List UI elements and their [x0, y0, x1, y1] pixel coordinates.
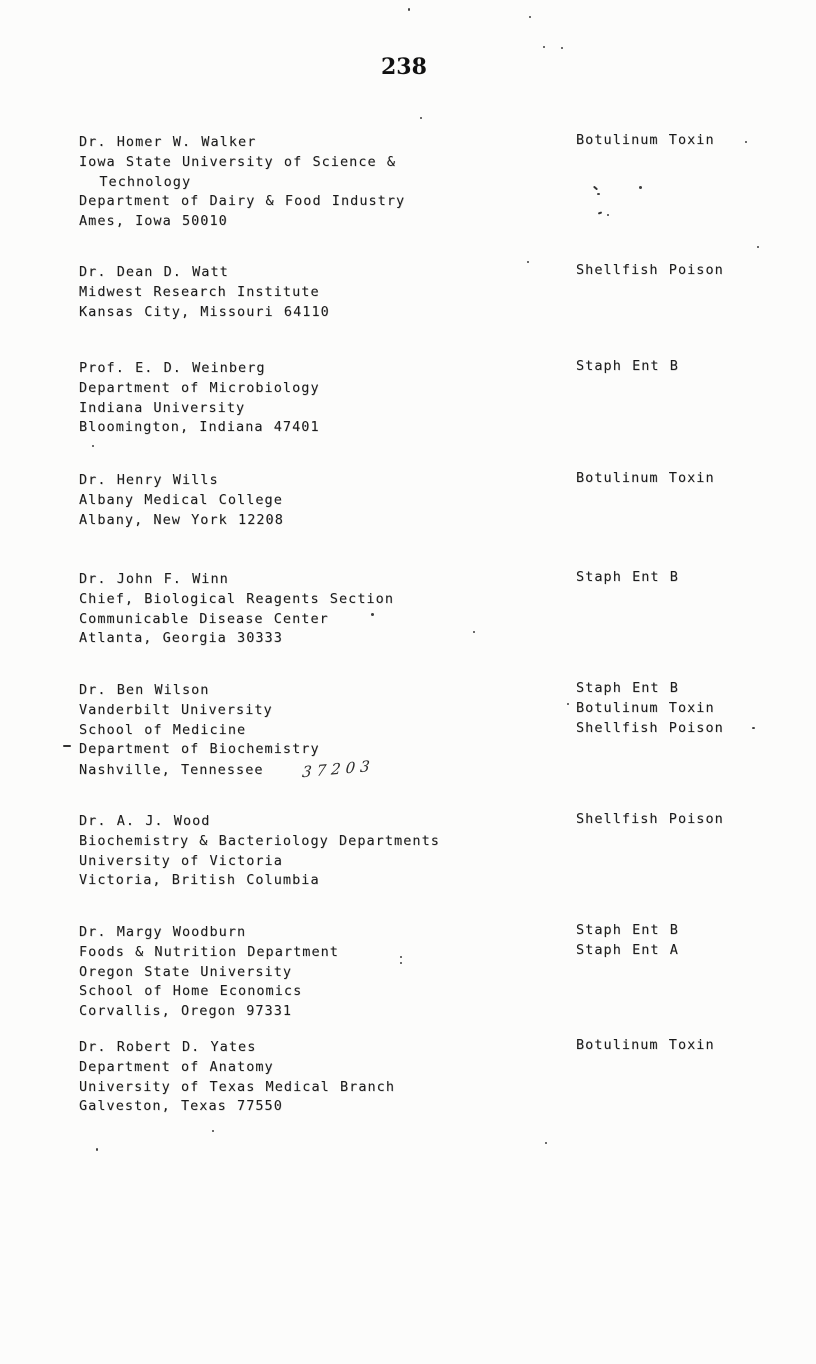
- entry-toxin-block: [576, 921, 679, 961]
- scan-speck: [757, 246, 759, 248]
- scan-speck: [543, 46, 545, 48]
- entry-name: Dr. Dean D. Watt: [79, 264, 229, 280]
- address-line: Chief, Biological Reagents Section: [79, 590, 395, 607]
- handwritten-zip: 37203: [300, 756, 376, 782]
- scan-speck: [408, 8, 410, 11]
- entry-address-block: [79, 812, 440, 891]
- toxin-label: Staph Ent B: [576, 358, 679, 374]
- address-line: Kansas City, Missouri 64110: [79, 303, 330, 320]
- address-line: Corvallis, Oregon 97331: [79, 1003, 293, 1020]
- entry-toxin-block: [576, 131, 715, 151]
- entry-name: Dr. Ben Wilson: [79, 682, 210, 698]
- address-line: Biochemistry & Bacteriology Departments: [79, 832, 440, 849]
- toxin-label: Staph Ent A: [576, 941, 679, 958]
- address-line: Iowa State University of Science &: [79, 153, 397, 170]
- toxin-label: Botulinum Toxin: [576, 699, 715, 716]
- address-line: Indiana University: [79, 399, 246, 416]
- entry-toxin-block: [576, 469, 715, 489]
- toxin-label: Shellfish Poison: [576, 811, 724, 827]
- entry-name: Dr. Henry Wills: [79, 472, 219, 488]
- toxin-label: Shellfish Poison: [576, 262, 724, 278]
- address-line: Midwest Research Institute: [79, 283, 320, 300]
- address-line: Department of Dairy & Food Industry: [79, 193, 406, 210]
- entry-address-block: [79, 133, 405, 232]
- scan-speck: [745, 141, 747, 143]
- scan-speck: [597, 193, 600, 195]
- entry-toxin-block: [576, 810, 724, 830]
- margin-dash: [63, 745, 71, 747]
- page-number: 238: [381, 53, 427, 81]
- entry-toxin-block: [576, 568, 679, 588]
- scan-speck: [561, 47, 563, 49]
- entry-address-block: [79, 359, 320, 438]
- address-line: University of Texas Medical Branch: [79, 1078, 396, 1095]
- toxin-label: Staph Ent B: [576, 922, 679, 938]
- address-line: Victoria, British Columbia: [79, 872, 320, 889]
- scan-speck: [212, 1130, 214, 1132]
- scan-speck: [639, 186, 642, 189]
- entry-address-block: [79, 263, 330, 322]
- toxin-label: Staph Ent B: [576, 680, 679, 696]
- scan-speck: [92, 445, 94, 447]
- scan-smudge: [593, 186, 598, 191]
- entry-name: Dr. A. J. Wood: [79, 813, 211, 829]
- toxin-label: Botulinum Toxin: [576, 1037, 715, 1053]
- address-line: School of Home Economics: [79, 983, 303, 1000]
- address-line: Foods & Nutrition Department: [79, 943, 339, 960]
- entry-address-block: [79, 923, 339, 1022]
- entry-toxin-block: [576, 1036, 715, 1056]
- entry-address-block: [79, 1038, 395, 1117]
- address-line: Albany Medical College: [79, 491, 283, 508]
- address-line: University of Victoria: [79, 852, 283, 869]
- toxin-label: Staph Ent B: [576, 569, 679, 585]
- entry-toxin-block: [576, 357, 679, 377]
- address-line: Department of Microbiology: [79, 379, 320, 396]
- entry-name: Dr. John F. Winn: [79, 571, 229, 587]
- entry-address-block: [79, 681, 374, 781]
- entry-toxin-block: [576, 679, 724, 738]
- entry-name: Prof. E. D. Weinberg: [79, 360, 266, 376]
- scan-speck: [400, 956, 402, 958]
- toxin-label: Shellfish Poison: [576, 719, 724, 736]
- scan-smudge: [598, 211, 602, 214]
- scan-speck: [529, 16, 531, 18]
- entry-name: Dr. Margy Woodburn: [79, 924, 247, 940]
- entry-address-block: [79, 471, 284, 530]
- address-line: Department of Biochemistry: [79, 741, 320, 758]
- address-line: Department of Anatomy: [79, 1058, 274, 1075]
- address-line: Vanderbilt University: [79, 701, 273, 718]
- entry-address-block: [79, 570, 394, 649]
- scan-speck: [607, 214, 609, 216]
- address-line: Galveston, Texas 77550: [79, 1098, 283, 1115]
- address-line: Albany, New York 12208: [79, 511, 284, 528]
- address-line: Communicable Disease Center: [79, 610, 329, 627]
- address-line: Oregon State University: [79, 963, 293, 980]
- scan-speck: [752, 727, 755, 729]
- address-line: Technology: [79, 173, 192, 190]
- address-line: Nashville, Tennessee 37203: [79, 756, 376, 782]
- scan-speck: [96, 1148, 98, 1151]
- scan-speck: [567, 703, 569, 705]
- toxin-label: Botulinum Toxin: [576, 470, 715, 486]
- scan-speck: [527, 261, 529, 263]
- toxin-label: Botulinum Toxin: [576, 132, 715, 148]
- address-line: Bloomington, Indiana 47401: [79, 419, 320, 436]
- entry-name: Dr. Robert D. Yates: [79, 1039, 257, 1055]
- entry-toxin-block: [576, 261, 724, 281]
- address-line: Ames, Iowa 50010: [79, 213, 228, 230]
- scan-speck: [473, 631, 475, 633]
- address-line: Atlanta, Georgia 30333: [79, 630, 283, 647]
- scan-speck: [420, 117, 422, 119]
- scan-speck: [545, 1142, 547, 1144]
- scan-speck: [400, 962, 402, 964]
- entry-name: Dr. Homer W. Walker: [79, 134, 257, 150]
- address-line: School of Medicine: [79, 721, 247, 738]
